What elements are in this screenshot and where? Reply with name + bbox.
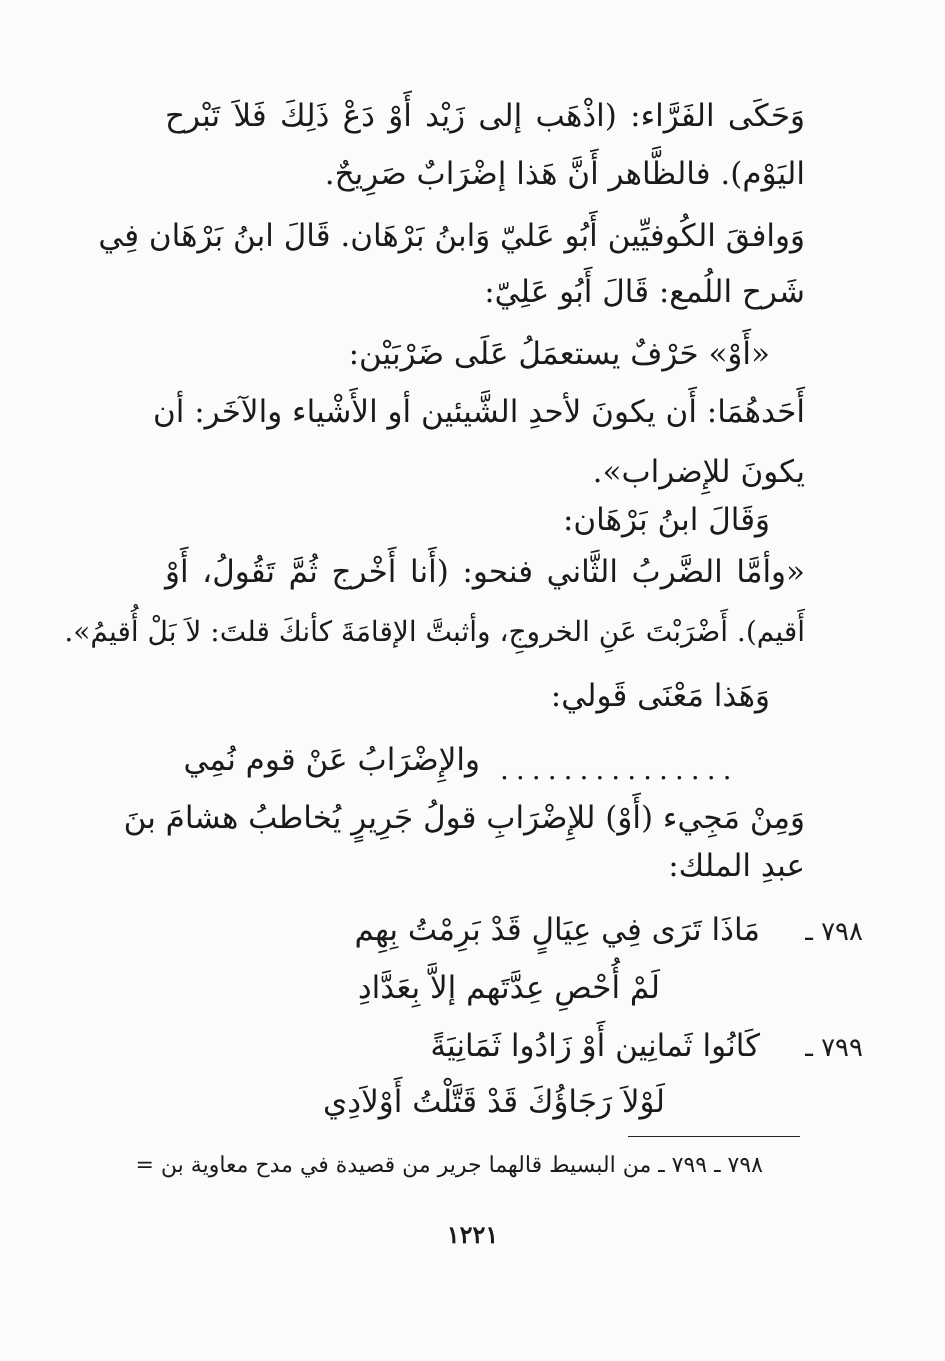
verse-798-second: لَمْ أُحْصِ عِدَّتَهم إلاَّ بِعَدَّادِ bbox=[357, 970, 660, 1006]
text-line-2: اليَوْم). فالظَّاهر أَنَّ هَذا إضْرَابٌ صَرِيحٌ. bbox=[324, 156, 805, 192]
quote-line-1: «أَوْ» حَرْفٌ يستعمَلُ عَلَى ضَرْبَيْن: bbox=[348, 336, 770, 372]
verse-799-first: كَانُوا ثَمانِين أَوْ زَادُوا ثَمَانِيَةً bbox=[430, 1028, 760, 1064]
page-number: ١٢٢١ bbox=[446, 1220, 499, 1249]
verse-number-798: ٧٩٨ ـ bbox=[805, 917, 863, 947]
text-line-7: وَمِنْ مَجِيء (أَوْ) للإِضْرَابِ قولُ جَرِيرٍ يُخاطبُ هشامَ بنَ bbox=[123, 800, 805, 836]
quote-line-5: أَقيم). أَضْرَبْتَ عَنِ الخروجِ، وأثبتَّ الإقامَةَ كأنكَ قلتَ: لاَ بَلْ أُقيمُ». bbox=[64, 615, 805, 648]
verse-ellipsis: ............... bbox=[500, 753, 739, 786]
verse-half: والإِضْرَابُ عَنْ قوم نُمِي bbox=[183, 742, 480, 778]
verse-number-799: ٧٩٩ ـ bbox=[805, 1033, 863, 1063]
text-line-3: وَوافقَ الكُوفيِّين أَبُو عَليّ وَابنُ بَرْهَان. قَالَ ابنُ بَرْهَان فِي bbox=[98, 218, 805, 254]
footnote-rule bbox=[628, 1136, 800, 1137]
text-line-1: وَحَكَى الفَرَّاء: (اذْهَب إلى زَيْد أَوْ دَعْ ذَلِكَ فَلاَ تَبْرح bbox=[165, 98, 805, 134]
text-line-5: وَقَالَ ابنُ بَرْهَان: bbox=[562, 502, 770, 538]
quote-line-3: يكونَ للإِضراب». bbox=[592, 454, 805, 490]
text-line-8: عبدِ الملك: bbox=[668, 848, 805, 884]
footnote: ٧٩٨ ـ ٧٩٩ ـ من البسيط قالهما جرير من قصيدة في مدح معاوية بن = bbox=[135, 1153, 763, 1178]
verse-798-first: مَاذَا تَرَى فِي عِيَالٍ قَدْ بَرِمْتُ بِهِم bbox=[354, 912, 760, 948]
text-line-4: شَرح اللُمع: قَالَ أَبُو عَلِيّ: bbox=[484, 274, 805, 310]
verse-799-second: لَوْلاَ رَجَاؤُكَ قَدْ قَتَّلْتُ أَوْلاَدِي bbox=[323, 1084, 665, 1120]
quote-line-2: أَحَدهُمَا: أَن يكونَ لأحدِ الشَّيئين أو الأَشْياء والآخَر: أن bbox=[152, 394, 805, 430]
quote-line-4: «وأمَّا الضَّربُ الثَّاني فنحو: (أَنا أَخْرج ثُمَّ تَقُولُ، أَوْ bbox=[165, 554, 805, 590]
text-line-6: وَهَذا مَعْنَى قَولي: bbox=[550, 678, 770, 714]
